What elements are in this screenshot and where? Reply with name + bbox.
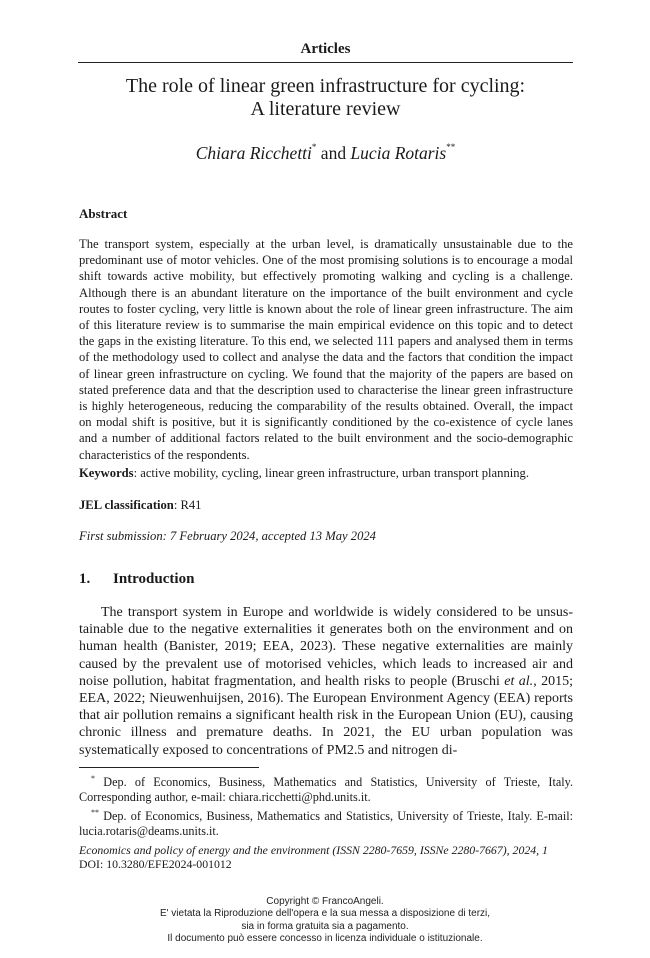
abstract-text: The transport system, especially at the urban level, is dramatically unsustainable due to the predominant use of motor vehicles. One of the most promising solutions is to encourage a modal shift towards active mobility, but effectively promoting walking and cycling is a challenge. Although there is an abundant literature on the importance of the built environment and cycle routes to foster cycling, very little is known about the role of linear green infrastructure. The aim of this literature review is to summarise the main empirical evidence on this topic and to detect the gaps in the existing literature. To this end, we selected 111 papers and analysed them in terms of the methodology used to collect and analyse the data and the factors that condition the impact of linear green infrastructure on cycling. We found that the majority of the papers are based on stated preference data and that the description used to characterise the linear green infrastructure is highly heterogeneous, reducing the comparability of the results obtained. Overall, the impact on modal shift is positive, but it is significantly conditioned by the co-existence of cycle lanes and a number of additional factors related to the built environment and the socio-demographic characteristics of the respondents.: [79, 237, 573, 462]
footnote-1-text: Dep. of Economics, Business, Mathematics and Statistics, University of Trieste, Italy. Corresponding author, e-mail: chiara.ricchetti@phd.units.it.: [79, 775, 573, 805]
footnote-rule: [79, 767, 259, 768]
author-1-name: Chiara Ricchetti: [195, 143, 312, 163]
author-conjunction: and: [320, 143, 347, 163]
intro-text-part-1: The transport system in Europe and worldwide is widely considered to be unsustainable due to the negative externalities it generates both on the environment and on human health (Banister, 2019; EEA, 2023). These negative externalities are mainly caused by the prevalent use of motorised vehicles, which leads to increased air and noise pollution, habitat fragmentation, and health risks to people (Bruschi: [79, 605, 573, 689]
intro-et-al: et al.: [504, 673, 534, 689]
submission-dates: First submission: 7 February 2024, accepted 13 May 2024: [79, 529, 376, 543]
title-line-1: The role of linear green infrastructure for cycling:: [125, 75, 526, 97]
copyright-line-1: Copyright © FrancoAngeli.: [266, 896, 384, 907]
author-1-mark: *: [311, 142, 317, 152]
title-line-2: A literature review: [250, 98, 401, 120]
section-title: Introduction: [113, 571, 195, 587]
introduction-paragraph: [79, 604, 573, 759]
footnote-2: [79, 805, 573, 839]
keywords-text: : active mobility, cycling, linear green infrastructure, urban transport planning.: [133, 466, 529, 480]
keywords: [79, 465, 573, 481]
doi: DOI: 10.3280/EFE2024-001012: [79, 857, 232, 871]
copyright-line-2: E' vietata la Riproduzione dell'opera e la sua messa a disposizione di terzi,: [159, 908, 491, 920]
copyright-line-3: sia in forma gratuita sia a pagamento.: [241, 920, 409, 932]
author-2-mark: **: [446, 142, 456, 152]
author-list: [78, 143, 573, 164]
article-title: [78, 75, 573, 121]
copyright-notice: [0, 896, 650, 946]
section-number: 1.: [79, 571, 91, 587]
header-rule: [78, 62, 573, 63]
footnote-2-text: Dep. of Economics, Business, Mathematics and Statistics, University of Trieste, Italy. E-mail: lucia.rotaris@deams.units.it.: [79, 809, 573, 839]
introduction-heading: [79, 571, 194, 588]
jel-classification: [79, 497, 573, 513]
footnotes: [79, 771, 573, 839]
copyright-line-4: Il documento può essere concesso in licenza individuale o istituzionale.: [167, 933, 483, 945]
author-2-name: Lucia Rotaris: [350, 143, 447, 163]
intro-text-part-2: , 2015; EEA, 2022; Nieuwenhuijsen, 2016). The European Environment Agency (EEA) reports that air pollution remains a significant health risk in the European Union (EU), causing chronic illness and premature deaths. In 2021, the EU urban population was systematically exposed to concentrations of PM2.5 and nitrogen di-: [79, 673, 574, 758]
footnote-2-mark: **: [91, 808, 99, 818]
keywords-label: Keywords: [79, 466, 134, 480]
jel-label: JEL classification: [79, 498, 174, 512]
abstract-heading: Abstract: [79, 206, 128, 221]
footnote-1-mark: *: [91, 774, 95, 783]
footnote-1: [79, 771, 573, 805]
journal-citation: Economics and policy of energy and the environment (ISSN 2280-7659, ISSNe 2280-7667), 2024, 1: [79, 843, 548, 857]
jel-text: : R41: [173, 498, 202, 512]
section-label: Articles: [300, 41, 351, 57]
